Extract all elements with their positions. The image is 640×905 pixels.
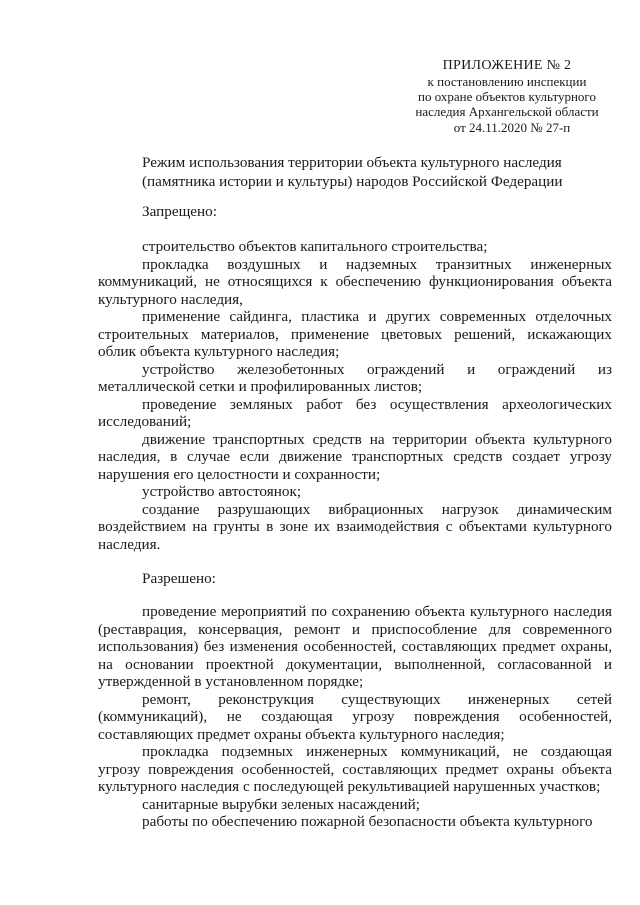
permitted-list <box>98 603 612 831</box>
list-item: движение транспортных средств на территории объекта культурного наследия, в случае если движение транспортных средств создает угрозу нарушения его целостности и сохранности; <box>98 430 612 483</box>
list-item: проведение земляных работ без осуществления археологических исследований; <box>98 395 612 430</box>
prohibited-heading: Запрещено: <box>142 203 217 220</box>
document-title <box>142 153 602 191</box>
list-item: проведение мероприятий по сохранению объекта культурного наследия (реставрация, консервация, ремонт и приспособление для современного использования) без изменения особенностей, составляющих предмет охраны, на основании проектной документации, выполненной, согласованной и утвержденной в установленном порядке; <box>98 603 612 690</box>
appendix-line: к постановлению инспекции <box>427 74 587 89</box>
list-item: строительство объектов капитального строительства; <box>142 238 488 255</box>
appendix-line: наследия Архангельской области <box>415 104 599 120</box>
list-item: создание разрушающих вибрационных нагрузок динамическим воздействием на грунты в зоне их взаимодействия с объектами культурного наследия. <box>98 500 612 553</box>
list-item: санитарные вырубки зеленых насаждений; <box>142 795 421 813</box>
list-item: ремонт, реконструкция существующих инженерных сетей (коммуникаций), не создающая угрозу повреждения особенностей, составляющих предмет охраны объекта культурного наследия; <box>98 690 612 743</box>
title-line: Режим использования территории объекта культурного наследия <box>142 154 562 171</box>
list-item: применение сайдинга, пластика и других современных отделочных строительных материалов, применение цветовых решений, искажающих облик объекта культурного наследия; <box>98 308 612 360</box>
list-item: устройство железобетонных ограждений и ограждений из металлической сетки и профилированных листов; <box>98 360 612 395</box>
list-item: прокладка воздушных и надземных транзитных инженерных коммуникаций, не относящихся к обеспечению функционирования объекта культурного наследия, <box>98 255 612 308</box>
list-item: работы по обеспечению пожарной безопасности объекта культурного <box>142 813 593 830</box>
permitted-heading: Разрешено: <box>142 570 216 587</box>
appendix-line: по охране объектов культурного <box>418 89 596 105</box>
list-item: устройство автостоянок; <box>142 483 302 500</box>
title-line: (памятника истории и культуры) народов Российской Федерации <box>142 173 563 190</box>
list-item: прокладка подземных инженерных коммуникаций, не создающая угрозу повреждения особенностей, составляющих предмет охраны объекта культурного наследия с последующей рекультивацией нарушенных участков; <box>98 743 612 795</box>
appendix-heading: ПРИЛОЖЕНИЕ № 2 <box>442 58 572 73</box>
appendix-date-line: от 24.11.2020 № 27-п <box>453 119 571 135</box>
appendix-block <box>392 58 622 135</box>
prohibited-list <box>98 238 612 553</box>
